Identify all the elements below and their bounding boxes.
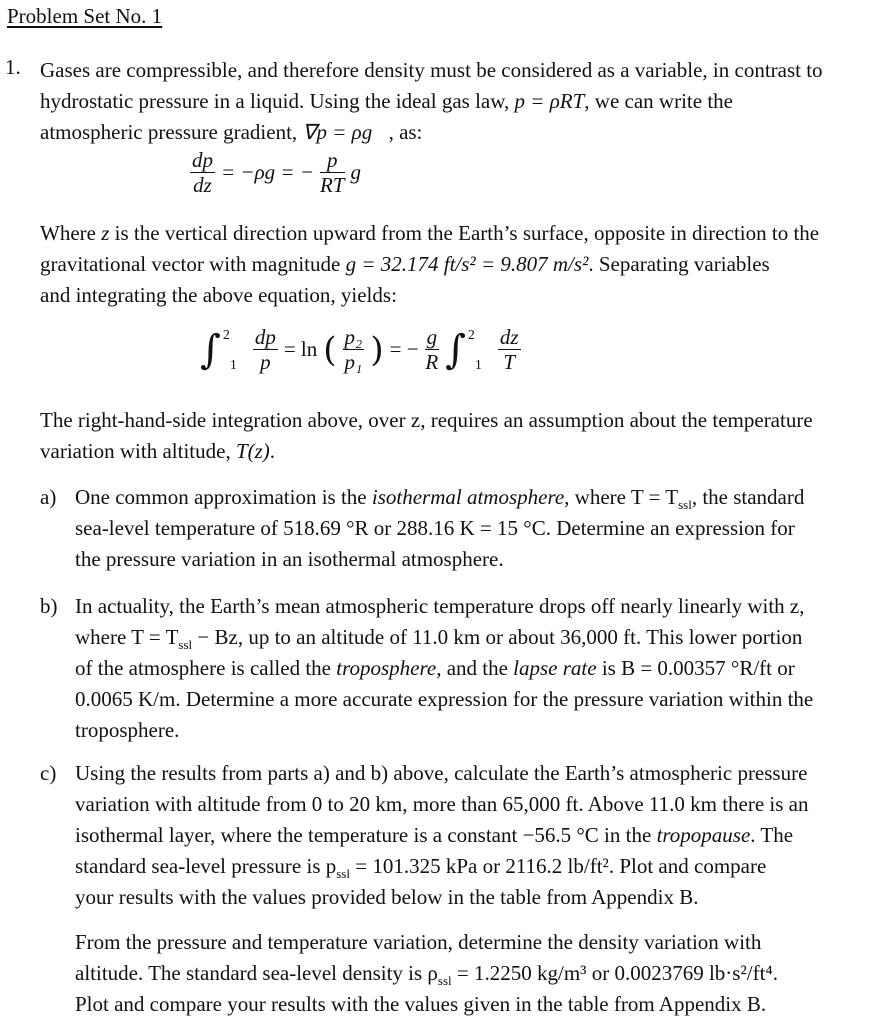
dz-over-t-fraction: $\frac{dz}{T}$ bbox=[499, 325, 519, 374]
paragraph-2 bbox=[40, 218, 819, 311]
part-c-line-5: your results with the values provided below in the table from Appendix B. bbox=[75, 885, 699, 909]
integral-sign-2: ∫ bbox=[445, 326, 466, 373]
ideal-gas-law: p = ρRT bbox=[514, 89, 585, 113]
part-a-line-2: sea-level temperature of 518.69 °R or 288.16 K = 15 °C. Determine an expression for bbox=[75, 516, 795, 540]
part-b-line-4: 0.0065 K/m. Determine a more accurate expression for the pressure variation within the bbox=[75, 687, 814, 711]
part-c-line-1: Using the results from parts a) and b) above, calculate the Earth’s atmospheric pressure bbox=[75, 761, 808, 785]
upper-limit-2: 2 bbox=[467, 327, 475, 343]
part-b-line-3: of the atmosphere is called the troposphere, and the lapse rate is B = 0.00357 °R/ft or bbox=[75, 656, 795, 680]
p2-over-p1-fraction: $\frac{\text{p₂}}{\text{p₁}}$ bbox=[344, 325, 363, 374]
part-b-line-5: troposphere. bbox=[75, 718, 180, 742]
lower-limit-1: 1 bbox=[229, 357, 237, 373]
para2-line-1: Where z is the vertical direction upward from the Earth’s surface, opposite in direction to the bbox=[40, 221, 820, 245]
intro-paragraph bbox=[40, 55, 823, 148]
part-b-line-1: In actuality, the Earth’s mean atmospheric temperature drops off nearly linearly with z, bbox=[75, 594, 805, 618]
part-c-line-7: altitude. The standard sea-level density is $\rho_{ssl} = 1.2250$ kg/m³ or 0.0023769 lb·s²/ft⁴. bbox=[75, 961, 778, 989]
eq2-ln: = ln bbox=[283, 337, 318, 361]
intro-line-1: Gases are compressible, and therefore density must be considered as a variable, in contrast to bbox=[40, 58, 823, 82]
integral-sign-1: ∫ bbox=[200, 326, 221, 373]
para2-line-3: and integrating the above equation, yields: bbox=[40, 283, 397, 307]
p-over-rt-fraction: $\frac{p}{RT}$ bbox=[320, 148, 345, 197]
gravity-value: g = 32.174 ft/s² = 9.807 m/s² bbox=[345, 252, 589, 276]
page-title: Problem Set No. 1 bbox=[7, 4, 163, 28]
eq1-middle: = −ρg = − bbox=[221, 160, 315, 184]
part-c-line-8: Plot and compare your results with the values given in the table from Appendix B. bbox=[75, 992, 767, 1016]
pressure-gradient-eq: ∇p = ρg⃗ bbox=[302, 120, 389, 144]
para3-line-2: variation with altitude, T(z). bbox=[40, 439, 276, 463]
problem-number: 1. bbox=[5, 55, 21, 79]
eq2-minus: = − bbox=[389, 337, 419, 361]
paragraph-3 bbox=[40, 405, 813, 467]
part-a-line-1: One common approximation is the isothermal atmosphere, where $T = T_{ssl}$, the standard bbox=[75, 485, 805, 513]
part-c-line-6: From the pressure and temperature variation, determine the density variation with bbox=[75, 930, 762, 954]
lower-limit-2: 1 bbox=[474, 357, 482, 373]
part-a-label: a) bbox=[40, 485, 57, 509]
dp-dz-fraction: $\frac{dp}{dz}$ bbox=[192, 148, 213, 197]
part-c-line-4: standard sea-level pressure is $p_{ssl} = 101.325$ kPa or 2116.2 lb/ft². Plot and compare bbox=[75, 854, 767, 882]
part-b-line-2: where $T = T_{ssl} - Bz$, up to an altitude of 11.0 km or about 36,000 ft. This lower portion bbox=[75, 625, 803, 653]
eq1-tail: g bbox=[350, 160, 362, 184]
para2-line-2: gravitational vector with magnitude g = 32.174 ft/s² = 9.807 m/s². Separating variables bbox=[40, 252, 770, 276]
equation-2: ∫ 2 1 $\frac{dp}{p}$ = ln ( $\frac{\text{p₂}}{\text{p₁}}$ ) = − $\frac{g}{R}$ ∫ 2 1 $\frac{dz}{T}$ bbox=[200, 325, 519, 374]
intro-line-2: hydrostatic pressure in a liquid. Using the ideal gas law, p = ρRT, we can write the bbox=[40, 89, 733, 113]
g-over-r-fraction: $\frac{g}{R}$ bbox=[425, 325, 439, 374]
para3-line-1: The right-hand-side integration above, over z, requires an assumption about the temperature bbox=[40, 408, 813, 432]
intro-line-3: atmospheric pressure gradient, ∇p = ρg⃗, as: bbox=[40, 120, 423, 144]
part-b-label: b) bbox=[40, 594, 58, 618]
upper-limit-1: 2 bbox=[222, 327, 230, 343]
part-c-label: c) bbox=[40, 761, 57, 785]
dp-over-p-fraction: $\frac{dp}{p}$ bbox=[254, 325, 276, 374]
part-c-line-3: isothermal layer, where the temperature is a constant −56.5 °C in the tropopause. The bbox=[75, 823, 794, 847]
part-a-line-3: the pressure variation in an isothermal atmosphere. bbox=[75, 547, 504, 571]
equation-1 bbox=[190, 148, 361, 197]
part-c-line-2: variation with altitude from 0 to 20 km, more than 65,000 ft. Above 11.0 km there is an bbox=[75, 792, 809, 816]
